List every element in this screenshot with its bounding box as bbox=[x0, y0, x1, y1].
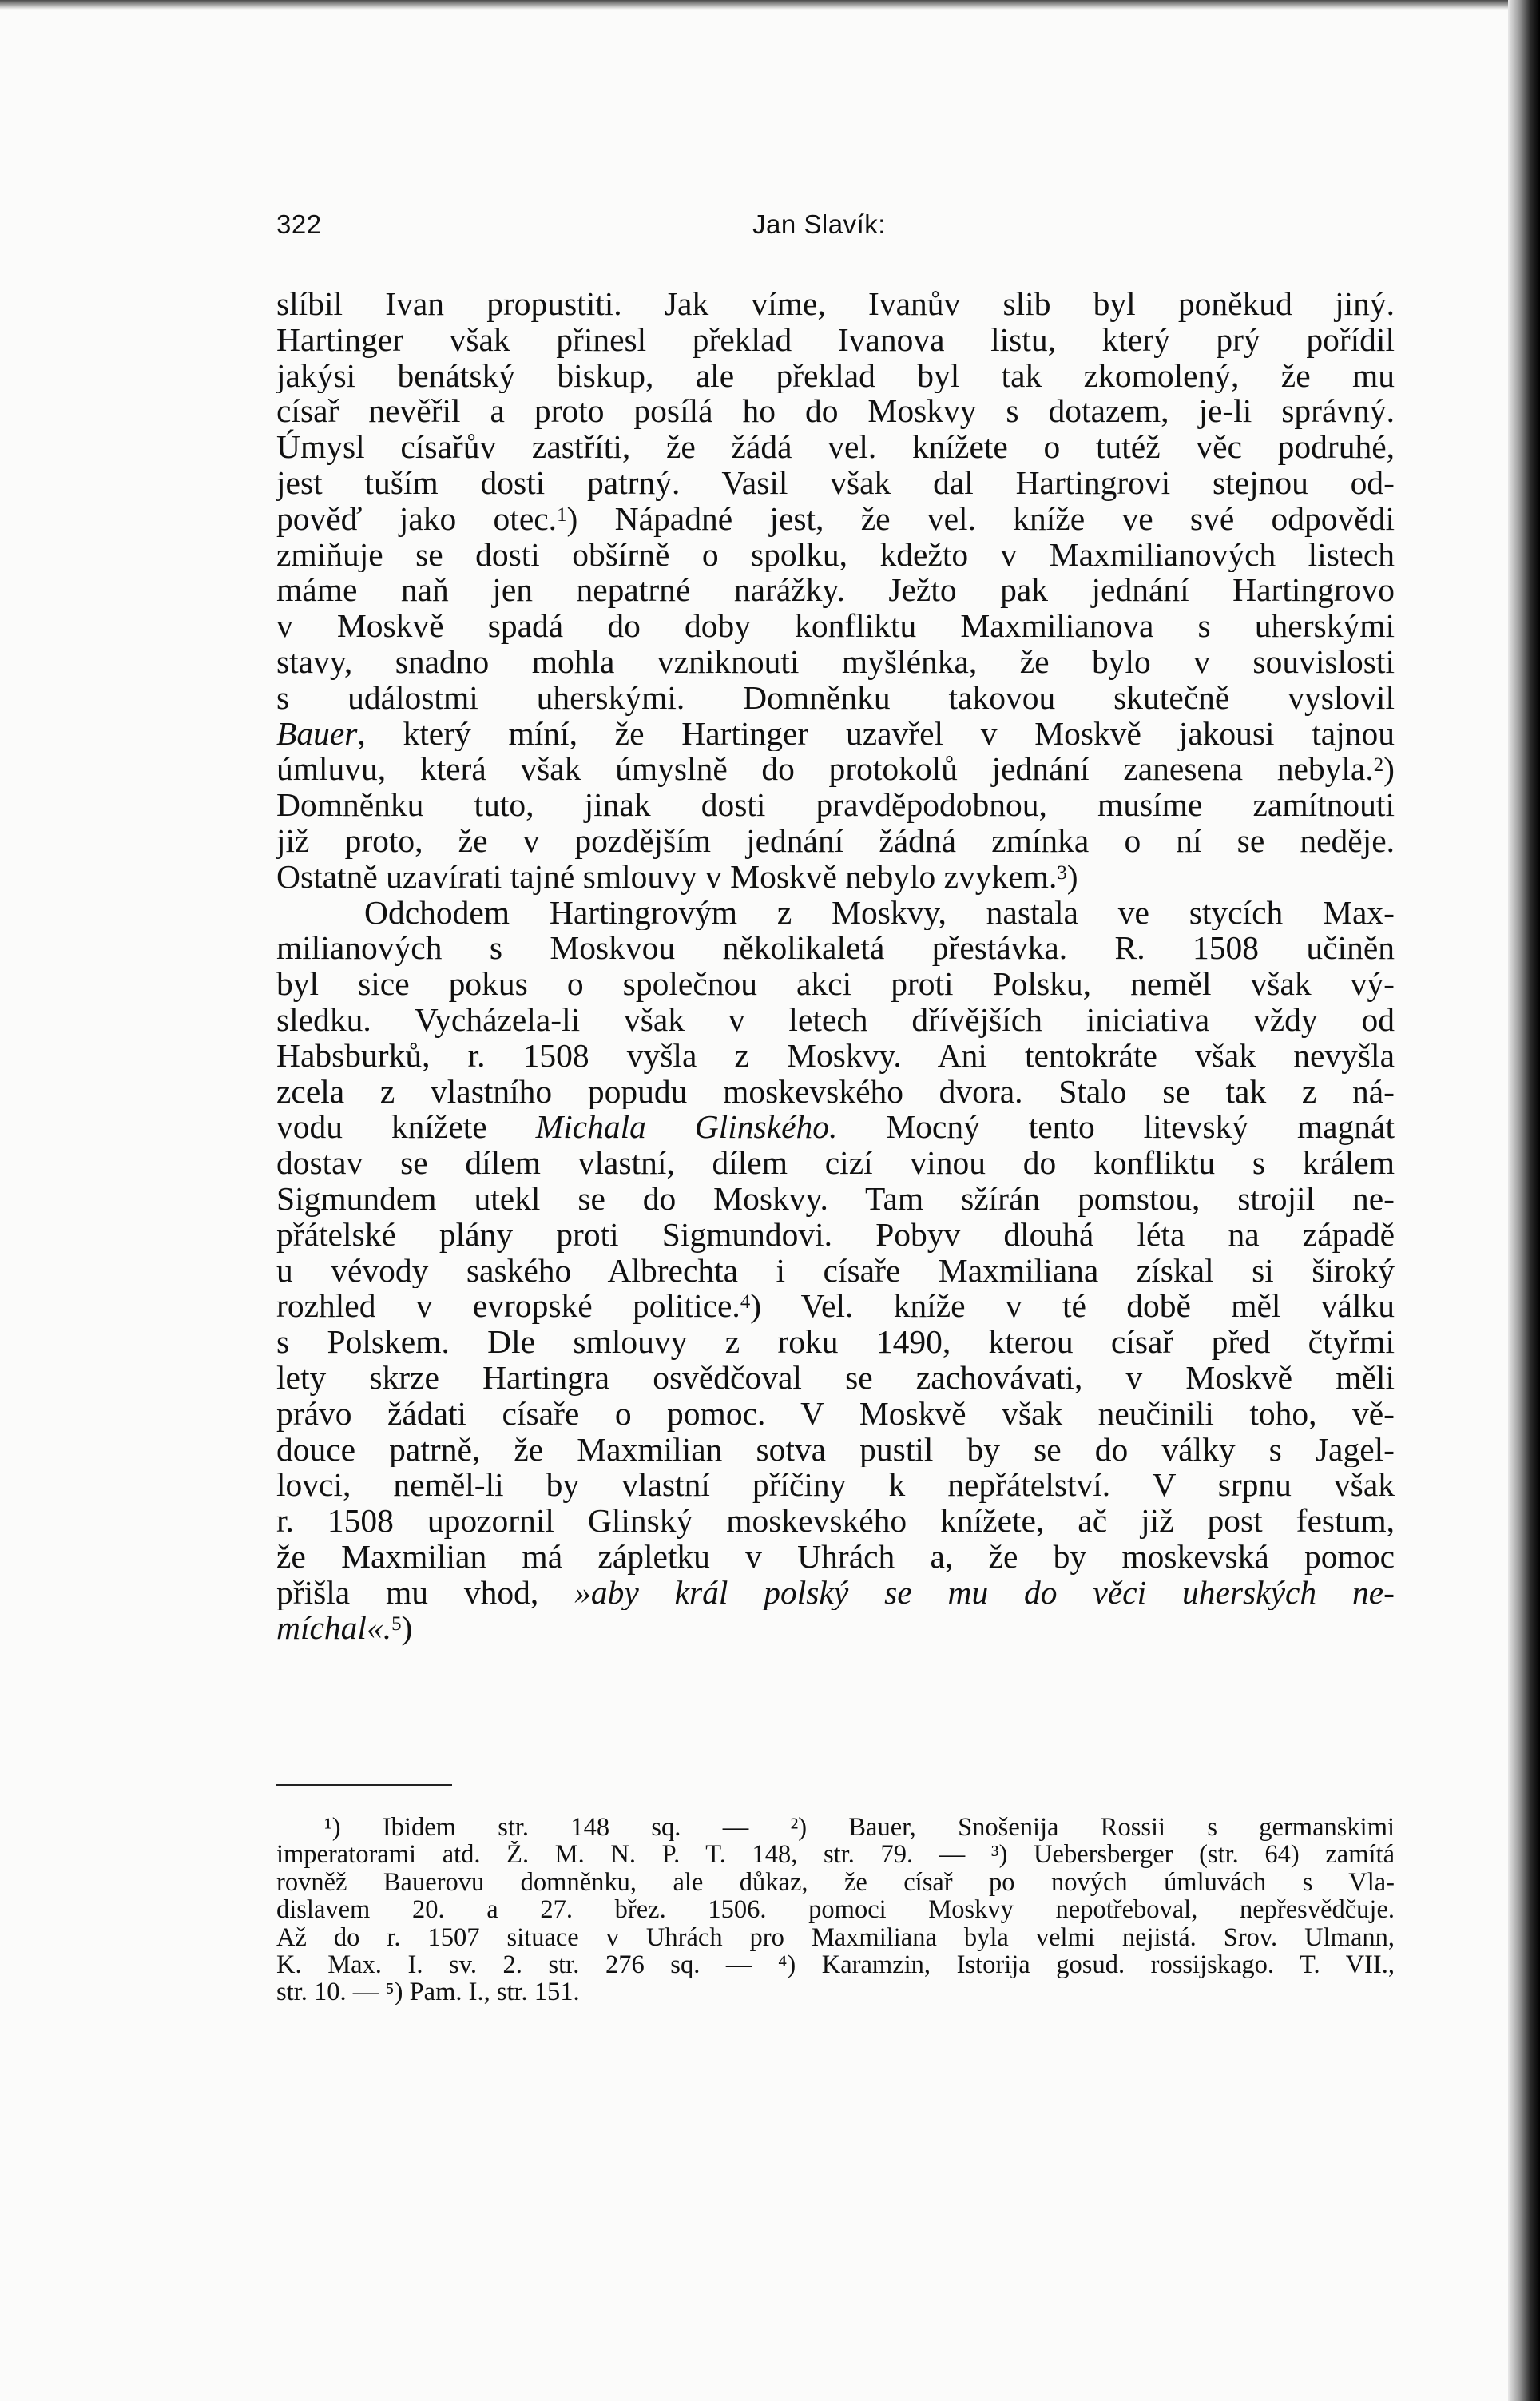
text-line: Habsburků, r. 1508 vyšla z Moskvy. Ani tentokráte však nevyšla bbox=[276, 1037, 1395, 1074]
text-segment: , který míní, že Hartinger uzavřel v Moskvě jakousi tajnou bbox=[357, 715, 1395, 752]
text-line: stavy, snadno mohla vzniknouti myšlénka, že bylo v souvislosti bbox=[276, 643, 1395, 680]
text-line: milianových s Moskvou několikaletá přestávka. R. 1508 učiněn bbox=[276, 930, 1395, 967]
footnote-line: Až do r. 1507 situace v Uhrách pro Maxmiliana byla velmi nejistá. Srov. Ulmann, bbox=[276, 1923, 1395, 1951]
text-segment: pověď jako otec. bbox=[276, 500, 558, 537]
text-segment: ) bbox=[566, 500, 578, 537]
italic-quote-end: míchal«. bbox=[276, 1610, 392, 1647]
text-line: dostav se dílem vlastní, dílem cizí vinou do konfliktu s králem bbox=[276, 1145, 1395, 1181]
text-line: sledku. Vycházela-li však v letech dřívějších iniciativa vždy od bbox=[276, 1001, 1395, 1038]
text-line: máme naň jen nepatrné narážky. Ježto pak jednání Hartingrovo bbox=[276, 572, 1395, 609]
text-segment: úmluvu, která však úmyslně do protokolů jednání zanesena nebyla. bbox=[276, 751, 1374, 788]
text-segment: přišla mu vhod, bbox=[276, 1574, 539, 1611]
page-top-edge bbox=[0, 0, 1540, 10]
text-line bbox=[276, 1288, 1395, 1324]
footnote-line: imperatorami atd. Ž. M. N. P. T. 148, str. 79. — ³) Uebersberger (str. 64) zamítá bbox=[276, 1841, 1395, 1869]
italic-name-glinsky: Michala Glinského. bbox=[535, 1109, 838, 1146]
text-line: u vévody saského Albrechta i císaře Maxmiliana získal si široký bbox=[276, 1252, 1395, 1289]
footnote-ref-2: 2 bbox=[1373, 754, 1384, 777]
footnote-line: ¹) Ibidem str. 148 sq. — ²) Bauer, Snošenija Rossii s germanskimi bbox=[324, 1814, 1395, 1842]
text-segment: ) bbox=[401, 1610, 413, 1647]
text-line: douce patrně, že Maxmilian sotva pustil by se do války s Jagel- bbox=[276, 1431, 1395, 1468]
text-line: Úmysl císařův zastříti, že žádá vel. knížete o tutéž věc podruhé, bbox=[276, 429, 1395, 465]
text-segment: ) bbox=[1383, 751, 1395, 788]
text-line: s událostmi uherskými. Domněnku takovou skutečně vyslovil bbox=[276, 679, 1395, 716]
footnote-divider bbox=[276, 1784, 452, 1786]
main-text bbox=[276, 286, 1395, 1646]
text-line: jakýsi benátský biskup, ale překlad byl tak zkomolený, že mu bbox=[276, 357, 1395, 394]
footnotes bbox=[276, 1814, 1395, 2006]
text-line: že Maxmilian má zápletku v Uhrách a, že by moskevská pomoc bbox=[276, 1538, 1395, 1575]
text-line: Sigmundem utekl se do Moskvy. Tam sžírán pomstou, strojil ne- bbox=[276, 1180, 1395, 1217]
text-line bbox=[276, 1575, 1395, 1611]
text-line: lety skrze Hartingra osvědčoval se zachovávati, v Moskvě měli bbox=[276, 1359, 1395, 1396]
italic-name-bauer: Bauer bbox=[276, 715, 358, 752]
footnote-line: K. Max. I. sv. 2. str. 276 sq. — ⁴) Karamzin, Istorija gosud. rossijskago. T. VII., bbox=[276, 1950, 1395, 1979]
text-line: císař nevěřil a proto posílá ho do Moskvy s dotazem, je-li správný. bbox=[276, 393, 1395, 430]
text-line: slíbil Ivan propustiti. Jak víme, Ivanův slib byl poněkud jiný. bbox=[276, 286, 1395, 322]
italic-quote: »aby král polský se mu do věci uherských ne- bbox=[538, 1574, 1395, 1611]
text-line bbox=[276, 716, 1395, 752]
text-line: s Polskem. Dle smlouvy z roku 1490, kterou císař před čtyřmi bbox=[276, 1324, 1395, 1360]
text-segment: Mocný tento litevský magnát bbox=[837, 1109, 1395, 1146]
text-line: právo žádati císaře o pomoc. V Moskvě však neučinili toho, vě- bbox=[276, 1395, 1395, 1432]
page-binding-edge bbox=[1508, 0, 1540, 2401]
text-line: zmiňuje se dosti obšírně o spolku, kdežto v Maxmilianových listech bbox=[276, 536, 1395, 573]
text-line: lovci, neměl-li by vlastní příčiny k nepřátelství. V srpnu však bbox=[276, 1467, 1395, 1504]
text-line bbox=[276, 751, 1395, 787]
text-line: Hartinger však přinesl překlad Ivanova listu, který prý pořídil bbox=[276, 321, 1395, 358]
footnote-line: str. 10. — ⁵) Pam. I., str. 151. bbox=[276, 1978, 580, 2006]
text-line: zcela z vlastního popudu moskevského dvora. Stalo se tak z ná- bbox=[276, 1073, 1395, 1110]
text-line: Odchodem Hartingrovým z Moskvy, nastala ve stycích Max- bbox=[364, 894, 1395, 931]
text-segment: rozhled v evropské politice. bbox=[276, 1288, 740, 1325]
running-head: Jan Slavík: bbox=[752, 209, 886, 239]
text-line bbox=[276, 1109, 1395, 1145]
text-segment: ) bbox=[750, 1288, 762, 1325]
text-line bbox=[276, 859, 1395, 895]
text-segment: Vel. kníže v té době měl válku bbox=[761, 1288, 1395, 1325]
footnote-ref-5: 5 bbox=[391, 1613, 402, 1636]
text-line bbox=[276, 1610, 1395, 1646]
footnote-ref-4: 4 bbox=[740, 1291, 751, 1314]
text-segment: Ostatně uzavírati tajné smlouvy v Moskvě nebylo zvykem. bbox=[276, 858, 1058, 895]
text-segment: Nápadné jest, že vel. kníže ve své odpovědi bbox=[578, 500, 1395, 537]
text-line: Domněnku tuto, jinak dosti pravděpodobnou, musíme zamítnouti bbox=[276, 787, 1395, 823]
text-line: přátelské plány proti Sigmundovi. Pobyv dlouhá léta na západě bbox=[276, 1216, 1395, 1253]
footnote-line: rovněž Bauerovu domněnku, ale důkaz, že císař po nových úmluvách s Vla- bbox=[276, 1868, 1395, 1897]
text-segment: vodu knížete bbox=[276, 1109, 487, 1146]
footnote-line: dislavem 20. a 27. břez. 1506. pomoci Moskvy nepotřeboval, nepřesvědčuje. bbox=[276, 1896, 1395, 1924]
page-number: 322 bbox=[276, 209, 322, 239]
text-line: v Moskvě spadá do doby konfliktu Maxmilianova s uherskými bbox=[276, 608, 1395, 644]
text-line bbox=[276, 501, 1395, 537]
page-header bbox=[276, 209, 1395, 244]
footnote-ref-1: 1 bbox=[557, 503, 567, 526]
text-segment: ) bbox=[1066, 858, 1078, 895]
footnote-ref-3: 3 bbox=[1057, 861, 1067, 884]
text-line: jest tuším dosti patrný. Vasil však dal Hartingrovi stejnou od- bbox=[276, 464, 1395, 501]
text-line: byl sice pokus o společnou akci proti Polsku, neměl však vý- bbox=[276, 966, 1395, 1002]
text-line: již proto, že v pozdějším jednání žádná zmínka o ní se neděje. bbox=[276, 822, 1395, 859]
text-line: r. 1508 upozornil Glinský moskevského knížete, ač již post festum, bbox=[276, 1503, 1395, 1539]
